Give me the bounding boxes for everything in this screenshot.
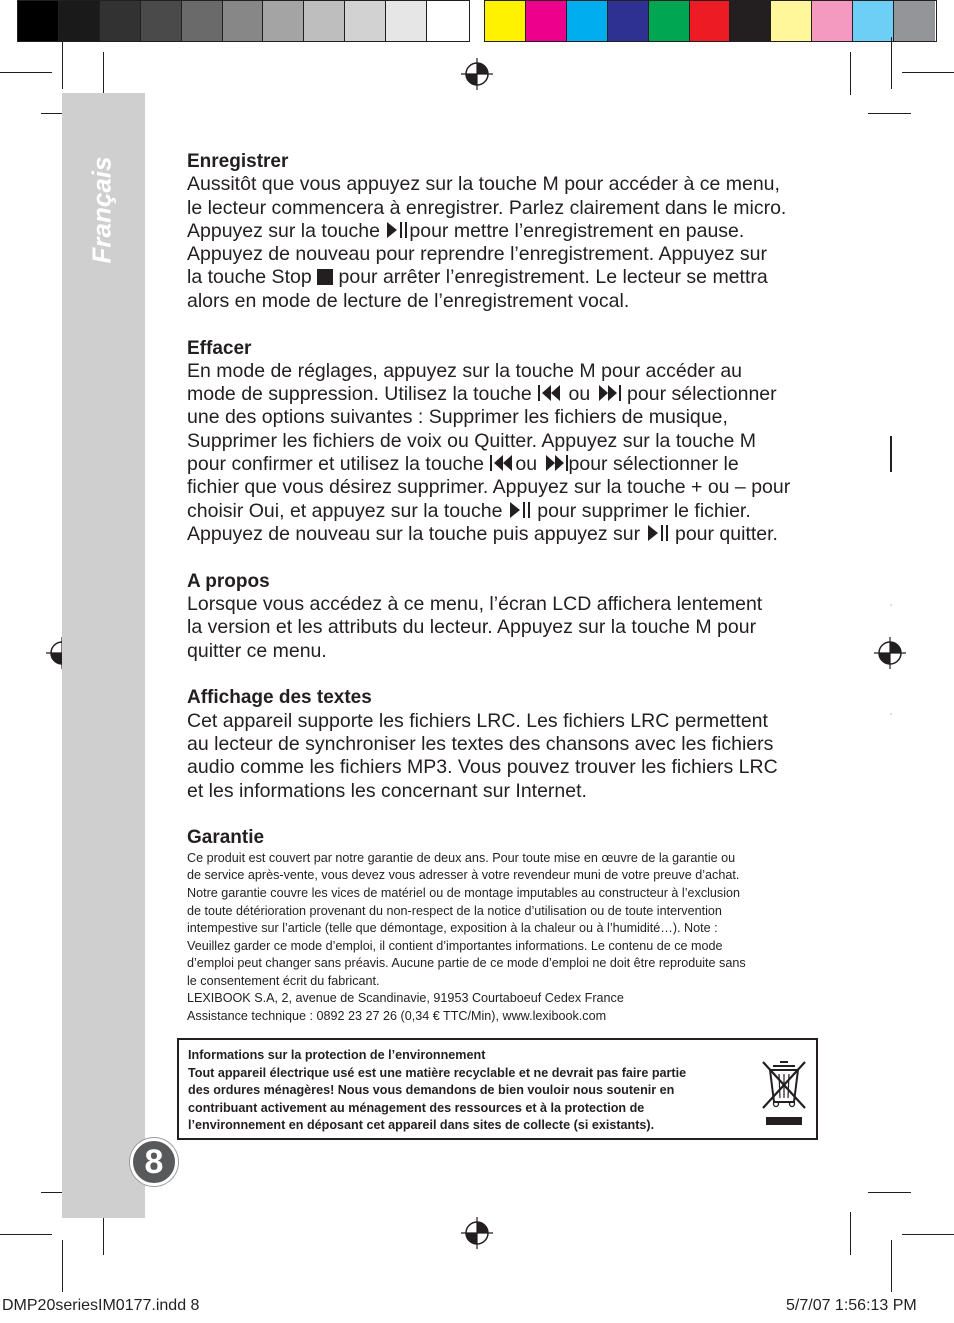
guarantee-text bbox=[187, 850, 812, 1026]
speck bbox=[890, 713, 892, 715]
crop-mark bbox=[0, 1234, 52, 1235]
next-icon bbox=[596, 383, 622, 405]
text-run: pour arrêter l’enregistrement. Le lecteur se mettra bbox=[333, 266, 768, 289]
speck bbox=[890, 604, 892, 606]
color-swatch bbox=[567, 1, 608, 41]
text-line bbox=[187, 173, 812, 196]
section-body bbox=[187, 360, 812, 546]
text-line bbox=[187, 430, 812, 453]
text-line bbox=[187, 266, 812, 289]
crop-mark bbox=[868, 113, 911, 114]
environment-line: Informations sur la protection de l’environnement bbox=[188, 1048, 486, 1062]
text-line bbox=[187, 780, 812, 803]
color-swatch bbox=[100, 1, 141, 41]
guarantee-section bbox=[187, 826, 812, 1025]
text-run: ou bbox=[563, 383, 596, 406]
text-line bbox=[187, 640, 812, 663]
color-swatch bbox=[608, 1, 649, 41]
environment-line: Tout appareil électrique usé est une matière recyclable et ne devrait pas faire partie bbox=[188, 1065, 687, 1080]
environment-notice-text bbox=[188, 1047, 748, 1135]
color-swatch bbox=[59, 1, 100, 41]
text-run: pour sélectionner le bbox=[568, 453, 739, 476]
color-swatch bbox=[649, 1, 690, 41]
text-run: pour mettre l’enregistrement en pause. bbox=[409, 219, 745, 242]
previous-icon bbox=[537, 383, 563, 405]
crop-mark bbox=[890, 436, 892, 472]
stop-icon bbox=[317, 266, 333, 288]
text-run: au lecteur de synchroniser les textes des chansons avec les fichiers bbox=[187, 733, 774, 756]
environment-line: l’environnement en déposant cet appareil dans sites de collecte (si existants). bbox=[188, 1118, 655, 1133]
text-run: Cet appareil supporte les fichiers LRC. Les fichiers LRC permettent bbox=[187, 709, 768, 732]
guarantee-heading: Garantie bbox=[187, 827, 265, 849]
main-content bbox=[187, 150, 812, 1026]
color-swatch bbox=[894, 1, 935, 41]
color-swatch bbox=[812, 1, 853, 41]
color-swatch bbox=[345, 1, 386, 41]
color-swatch bbox=[853, 1, 894, 41]
text-run: Supprimer les fichiers de voix ou Quitter. Appuyez sur la touche M bbox=[187, 429, 757, 452]
text-line bbox=[187, 383, 812, 406]
text-line bbox=[187, 500, 812, 523]
text-run: pour sélectionner bbox=[621, 383, 777, 406]
text-line bbox=[187, 220, 812, 243]
guarantee-line: Veuillez garder ce mode d’emploi, il contient d’importantes informations. Le contenu de ce mode bbox=[187, 938, 723, 953]
text-line bbox=[187, 593, 812, 616]
crop-mark bbox=[891, 1240, 892, 1292]
text-line bbox=[187, 290, 812, 313]
registration-mark-icon bbox=[461, 1217, 493, 1249]
guarantee-line: d’emploi peut changer sans préavis. Aucune partie de ce mode d’emploi ne doit être reproduite sans bbox=[187, 956, 746, 971]
section-heading: A propos bbox=[187, 570, 270, 592]
guarantee-line: le consentement écrit du fabricant. bbox=[187, 973, 380, 988]
text-line bbox=[187, 733, 812, 756]
color-swatch bbox=[223, 1, 264, 41]
section-body bbox=[187, 593, 812, 663]
section-heading: Affichage des textes bbox=[187, 687, 372, 709]
color-swatch bbox=[263, 1, 304, 41]
text-line bbox=[187, 523, 812, 546]
text-run: Appuyez de nouveau pour reprendre l’enregistrement. Appuyez sur bbox=[187, 243, 767, 266]
section-3 bbox=[187, 570, 812, 663]
text-run: pour quitter. bbox=[669, 522, 778, 545]
crop-mark bbox=[891, 37, 892, 89]
color-swatch bbox=[771, 1, 812, 41]
section-heading: Effacer bbox=[187, 337, 252, 359]
page-number-badge: 8 bbox=[130, 1138, 178, 1186]
section-heading: Enregistrer bbox=[187, 151, 289, 172]
language-label: Français bbox=[86, 156, 117, 264]
crop-mark bbox=[868, 1192, 911, 1193]
color-swatch bbox=[386, 1, 427, 41]
guarantee-line: de service après-vente, vous devez vous adresser à votre revendeur muni de votre preuve d’achat. bbox=[187, 868, 740, 883]
play-pause-icon bbox=[385, 220, 409, 242]
crop-mark bbox=[0, 72, 52, 73]
previous-icon bbox=[489, 453, 515, 475]
text-line bbox=[187, 476, 812, 499]
guarantee-line: Assistance technique : 0892 23 27 26 (0,34 € TTC/Min), www.lexibook.com bbox=[187, 1009, 607, 1024]
section-4 bbox=[187, 686, 812, 802]
color-swatch bbox=[730, 1, 771, 41]
text-line bbox=[187, 360, 812, 383]
color-swatch bbox=[526, 1, 567, 41]
text-line bbox=[187, 243, 812, 266]
grayscale-color-bar bbox=[17, 0, 470, 42]
color-swatch bbox=[182, 1, 223, 41]
crop-mark bbox=[62, 1240, 63, 1292]
text-run: Lorsque vous accédez à ce menu, l’écran LCD affichera lentement bbox=[187, 593, 763, 616]
environment-line: des ordures ménagères! Nous vous demandons de bien vouloir nous soutenir en bbox=[188, 1083, 675, 1098]
color-swatch bbox=[18, 1, 59, 41]
registration-mark-icon bbox=[874, 637, 906, 669]
next-icon bbox=[543, 453, 569, 475]
text-run: audio comme les fichiers MP3. Vous pouvez trouver les fichiers LRC bbox=[187, 756, 778, 779]
section-1 bbox=[187, 150, 812, 313]
text-run: alors en mode de lecture de l’enregistrement vocal. bbox=[187, 289, 630, 312]
crop-mark bbox=[103, 1212, 104, 1255]
text-run: fichier que vous désirez supprimer. Appuyez sur la touche + ou – pour bbox=[187, 476, 791, 499]
color-swatch bbox=[141, 1, 182, 41]
text-run: quitter ce menu. bbox=[187, 639, 327, 662]
crop-mark bbox=[850, 1212, 851, 1255]
text-run: pour confirmer et utilisez la touche bbox=[187, 453, 490, 476]
text-run: une des options suivantes : Supprimer les fichiers de musique, bbox=[187, 406, 728, 429]
crop-mark bbox=[902, 72, 954, 73]
text-run: mode de suppression. Utilisez la touche bbox=[187, 383, 538, 406]
text-line bbox=[187, 616, 812, 639]
process-color-bar bbox=[484, 0, 937, 42]
environment-line: contribuant activement au ménagement des ressources et à la protection de bbox=[188, 1100, 645, 1115]
text-line bbox=[187, 406, 812, 429]
play-pause-icon bbox=[646, 523, 670, 545]
text-run: Appuyez sur la touche bbox=[187, 219, 386, 242]
text-run: choisir Oui, et appuyez sur la touche bbox=[187, 499, 508, 522]
footer-file-name: DMP20seriesIM0177.indd 8 bbox=[2, 1297, 200, 1314]
color-swatch bbox=[690, 1, 731, 41]
section-2 bbox=[187, 337, 812, 547]
guarantee-line: Ce produit est couvert par notre garantie de deux ans. Pour toute mise en œuvre de la garantie ou bbox=[187, 850, 736, 865]
registration-mark-icon bbox=[461, 58, 493, 90]
text-run: Appuyez de nouveau sur la touche puis appuyez sur bbox=[187, 522, 646, 545]
footer-timestamp: 5/7/07 1:56:13 PM bbox=[786, 1297, 917, 1314]
text-run: la touche Stop bbox=[187, 266, 318, 289]
text-run: et les informations les concernant sur Internet. bbox=[187, 779, 587, 802]
crop-mark bbox=[62, 37, 63, 89]
color-swatch bbox=[304, 1, 345, 41]
play-pause-icon bbox=[508, 500, 532, 522]
guarantee-line: de toute détérioration provenant du non-respect de la notice d’utilisation ou de toute intervention bbox=[187, 903, 722, 918]
text-run: pour supprimer le fichier. bbox=[531, 499, 751, 522]
crop-mark bbox=[902, 1234, 954, 1235]
crossed-bin-icon bbox=[761, 1060, 807, 1126]
crop-mark bbox=[103, 52, 104, 95]
text-run: la version et les attributs du lecteur. Appuyez sur la touche M pour bbox=[187, 616, 757, 639]
instruction-sections bbox=[187, 150, 812, 803]
text-line bbox=[187, 756, 812, 779]
color-swatch bbox=[485, 1, 526, 41]
text-run: le lecteur commencera à enregistrer. Parlez clairement dans le micro. bbox=[187, 196, 787, 219]
guarantee-line: intempestive sur l’article (telle que démontage, exposition à la chaleur ou à l’humidité…). Note : bbox=[187, 921, 718, 936]
text-run: Aussitôt que vous appuyez sur la touche M pour accéder à ce menu, bbox=[187, 173, 780, 196]
section-body bbox=[187, 173, 812, 313]
text-line bbox=[187, 197, 812, 220]
text-run: ou bbox=[515, 453, 543, 476]
guarantee-line: Notre garantie couvre les vices de matériel ou de montage imputables au constructeur à l’exclusion bbox=[187, 885, 741, 900]
environment-notice-box bbox=[177, 1038, 818, 1140]
text-run: En mode de réglages, appuyez sur la touche M pour accéder au bbox=[187, 359, 743, 382]
section-body bbox=[187, 710, 812, 803]
text-line bbox=[187, 710, 812, 733]
guarantee-line: LEXIBOOK S.A, 2, avenue de Scandinavie, 91953 Courtaboeuf Cedex France bbox=[187, 991, 624, 1006]
text-line bbox=[187, 453, 812, 476]
color-swatch bbox=[427, 1, 468, 41]
crop-mark bbox=[850, 52, 851, 95]
